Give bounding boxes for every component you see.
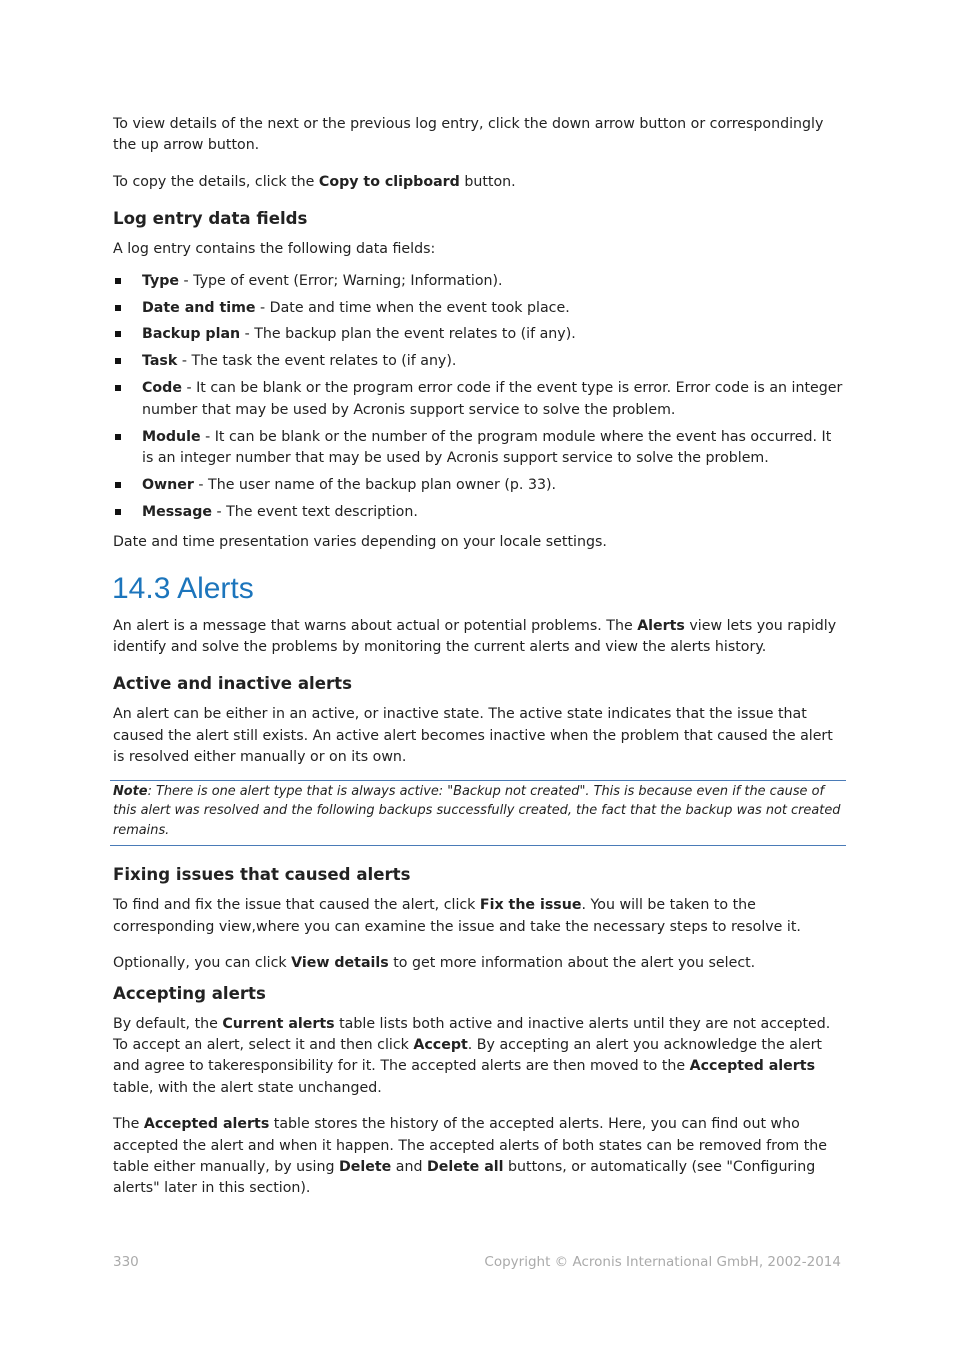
list-item (113, 427, 843, 470)
accepted-alerts-term: Accepted alerts (143, 1116, 270, 1133)
field-desc: - The task the event relates to (if any). (177, 353, 457, 370)
field-term: Message (142, 503, 212, 520)
copy-to-clipboard-term: Copy to clipboard (318, 173, 460, 190)
field-desc: - The event text description. (211, 503, 418, 520)
field-term: Task (142, 353, 178, 370)
list-item (113, 475, 843, 496)
note-box (110, 780, 846, 847)
current-alerts-term: Current alerts (222, 1015, 335, 1032)
text-run: table lists both active and inactive alerts until they are not accepted. To accept an alert, select it and then click (113, 1015, 831, 1054)
text-run: To find and fix the issue that caused the alert, click (113, 897, 480, 914)
copy-paragraph (113, 172, 843, 193)
field-desc: - Type of event (Error; Warning; Information). (179, 272, 503, 289)
list-item (113, 271, 843, 292)
copyright-notice: Copyright © Acronis International GmbH, 2002-2014 (484, 1254, 841, 1270)
note-label: Note (113, 783, 148, 799)
fields-intro: A log entry contains the following data fields: (113, 241, 436, 258)
field-term: Code (142, 380, 182, 397)
alerts-term: Alerts (637, 617, 685, 634)
list-item (113, 351, 843, 372)
field-desc: - The backup plan the event relates to (if any). (240, 326, 576, 343)
active-paragraph: An alert can be either in an active, or inactive state. The active state indicates that the issue that caused the alert still exists. An active alert becomes inactive when the problem that caused the alert is resolved either manually or on its own. (113, 706, 833, 766)
list-item (113, 378, 843, 421)
text-run: . By accepting an alert you acknowledge the alert and agree to takeresponsibility for it. The accepted alerts are then moved to the (113, 1037, 822, 1075)
page-number: 330 (113, 1254, 139, 1270)
delete-all-term: Delete all (427, 1159, 504, 1176)
list-item (113, 298, 843, 319)
accept-term: Accept (413, 1037, 468, 1054)
field-term: Type (142, 272, 180, 289)
text-run: to get more information about the alert you select. (388, 955, 756, 972)
next-prev-paragraph: To view details of the next or the previous log entry, click the down arrow button or correspondingly the up arrow button. (113, 116, 824, 154)
view-details-paragraph (113, 953, 843, 974)
text-run: table, with the alert state unchanged. (113, 1079, 382, 1096)
note-text: : There is one alert type that is always active: "Backup not created". This is because even if the cause of this alert was resolved and the following backups successfully created, the fact that the backup was not created remains. (113, 783, 841, 838)
fixing-paragraph (113, 895, 843, 938)
accepting-heading: Accepting alerts (113, 983, 266, 1003)
accepting-paragraph-1 (113, 1014, 843, 1100)
field-desc: - It can be blank or the program error code if the event type is error. Error code is an integer number that may be used by Acronis support service to solve the problem. (142, 380, 843, 418)
field-term: Date and time (142, 299, 256, 316)
list-item (113, 502, 843, 523)
field-term: Backup plan (142, 326, 241, 343)
text-run: The (113, 1116, 144, 1133)
text-run: An alert is a message that warns about actual or potential problems. The (113, 617, 638, 634)
list-item (113, 324, 843, 345)
text-run: view lets you rapidly identify and solve the problems by monitoring the current alerts and view the alerts history. (113, 617, 837, 655)
field-desc: - Date and time when the event took place. (255, 299, 570, 316)
field-desc: - The user name of the backup plan owner (p. 33). (193, 476, 557, 493)
text-run: table stores the history of the accepted alerts. Here, you can find out who accepted the alert and when it happen. The accepted alerts of both states can be removed from the table either manually, by using (113, 1116, 827, 1176)
text-run: buttons, or automatically (see "Configuring alerts" later in this section). (113, 1159, 816, 1197)
alerts-intro (113, 616, 843, 659)
text-run: . You will be taken to the corresponding view,where you can examine the issue and take the necessary steps to resolve it. (113, 897, 801, 935)
accepting-paragraph-2 (113, 1114, 843, 1200)
fix-the-issue-term: Fix the issue (479, 897, 582, 914)
field-term: Module (142, 428, 201, 445)
fields-heading: Log entry data fields (113, 209, 308, 229)
text-run: button. (459, 173, 516, 190)
accepted-alerts-term: Accepted alerts (689, 1058, 816, 1075)
locale-note: Date and time presentation varies depending on your locale settings. (113, 534, 607, 551)
delete-term: Delete (338, 1159, 392, 1176)
fields-list (113, 271, 843, 524)
document-body (113, 114, 843, 1200)
text-run: and (391, 1159, 427, 1176)
section-title: 14.3 Alerts (112, 571, 254, 605)
field-term: Owner (142, 476, 194, 493)
text-run: Optionally, you can click (113, 955, 292, 972)
text-run: To copy the details, click the (113, 173, 319, 190)
active-heading: Active and inactive alerts (113, 674, 352, 694)
text-run: By default, the (113, 1015, 223, 1032)
fixing-heading: Fixing issues that caused alerts (113, 865, 411, 885)
view-details-term: View details (291, 955, 389, 972)
field-desc: - It can be blank or the number of the program module where the event has occurred. It is an integer number that may be used by Acronis support service to solve the problem. (142, 428, 832, 466)
